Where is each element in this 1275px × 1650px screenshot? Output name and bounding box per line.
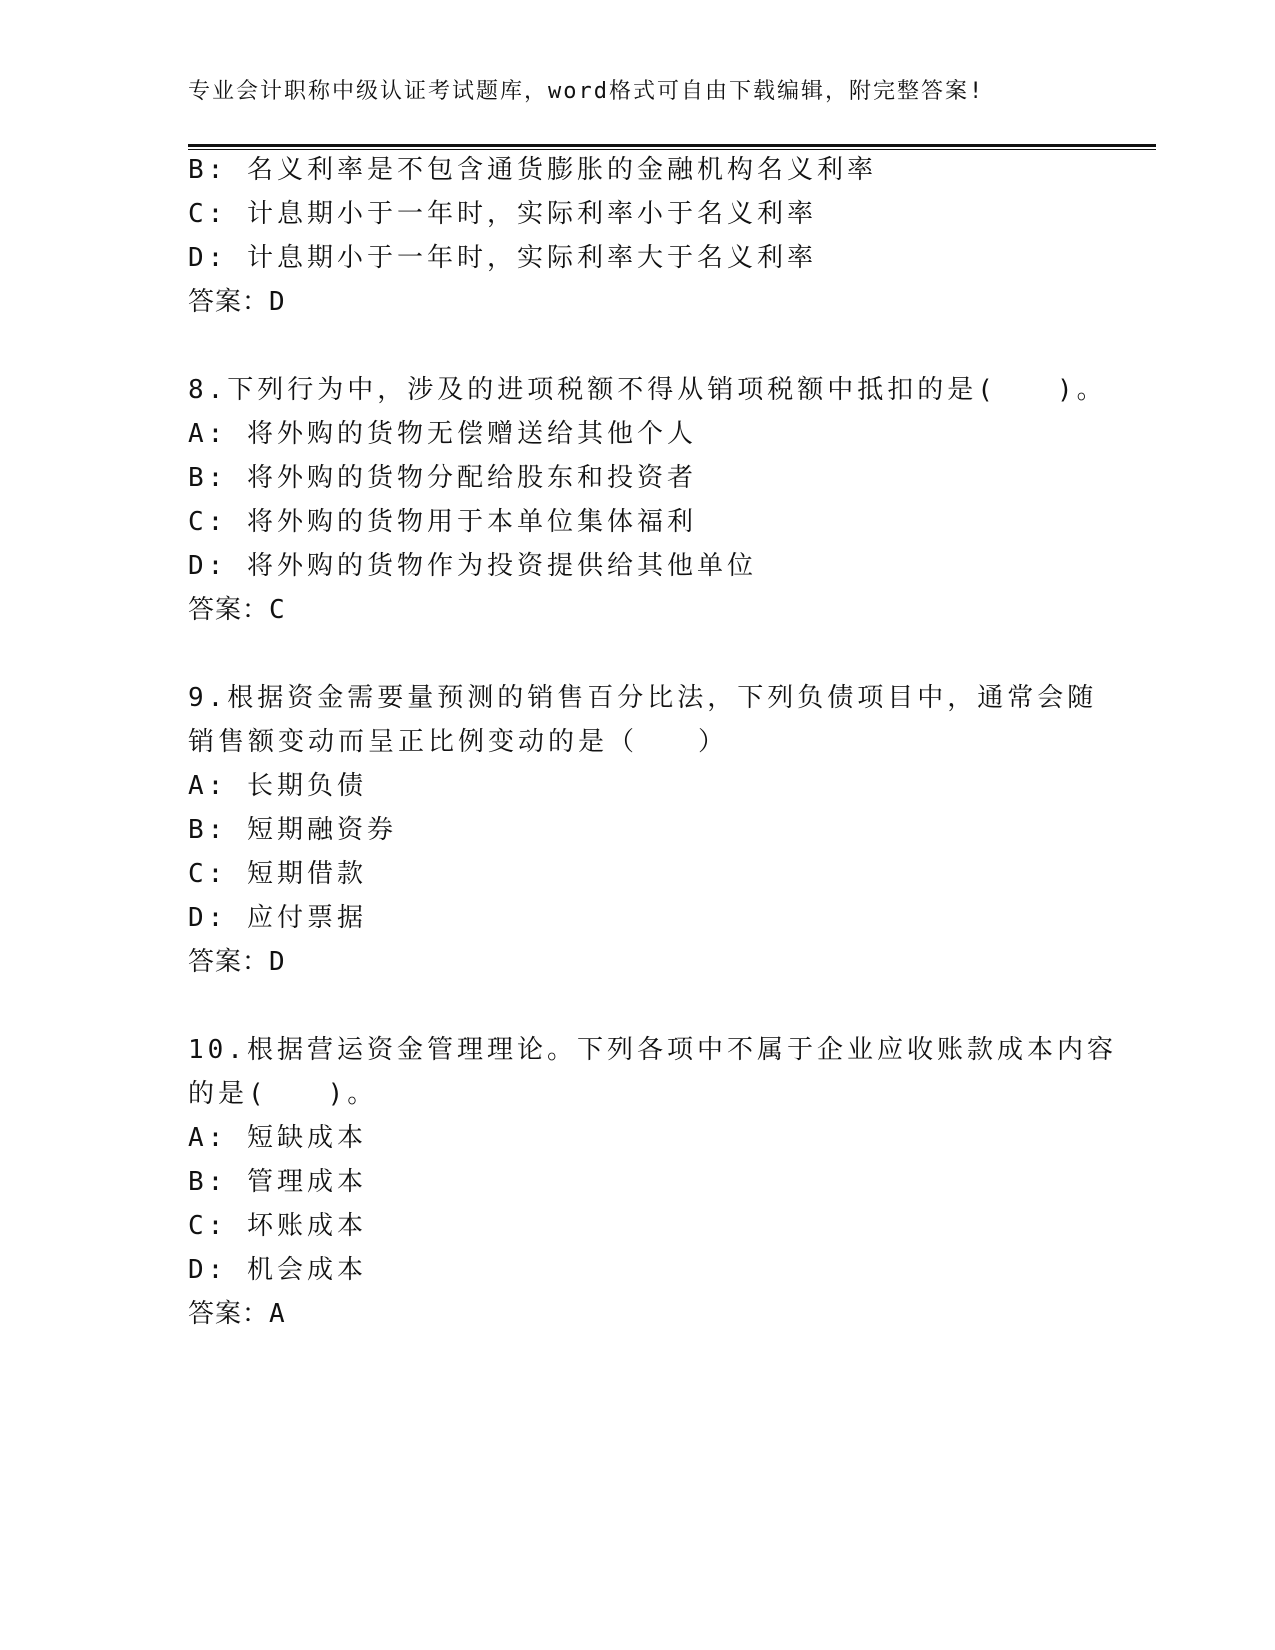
q10-option-b: B: 管理成本 xyxy=(188,1167,367,1197)
q7-answer: 答案：D xyxy=(188,287,286,317)
q8-option-a: A: 将外购的货物无偿赠送给其他个人 xyxy=(188,419,697,449)
q10-stem-line2: 的是( )。 xyxy=(188,1079,378,1109)
header-rule-thick xyxy=(188,144,1156,147)
q8-option-b: B: 将外购的货物分配给股东和投资者 xyxy=(188,463,697,493)
q10-option-c: C: 坏账成本 xyxy=(188,1211,367,1241)
q8-answer: 答案：C xyxy=(188,595,286,625)
q9-option-d: D: 应付票据 xyxy=(188,903,367,933)
q7-option-d: D: 计息期小于一年时，实际利率大于名义利率 xyxy=(188,243,817,273)
q9-option-a: A: 长期负债 xyxy=(188,771,367,801)
q10-option-a: A: 短缺成本 xyxy=(188,1123,367,1153)
q10-answer: 答案：A xyxy=(188,1299,286,1329)
q8-option-d: D: 将外购的货物作为投资提供给其他单位 xyxy=(188,551,757,581)
header-title: 专业会计职称中级认证考试题库，word格式可自由下载编辑，附完整答案! xyxy=(188,79,985,104)
q7-option-c: C: 计息期小于一年时，实际利率小于名义利率 xyxy=(188,199,817,229)
q10-option-d: D: 机会成本 xyxy=(188,1255,367,1285)
q7-option-b: B: 名义利率是不包含通货膨胀的金融机构名义利率 xyxy=(188,155,877,185)
q9-option-b: B: 短期融资券 xyxy=(188,815,397,845)
q9-option-c: C: 短期借款 xyxy=(188,859,367,889)
q8-option-c: C: 将外购的货物用于本单位集体福利 xyxy=(188,507,697,537)
q10-stem-line1: 10.根据营运资金管理理论。下列各项中不属于企业应收账款成本内容 xyxy=(188,1035,1117,1065)
q9-answer: 答案：D xyxy=(188,947,286,977)
header-rule-thin xyxy=(188,149,1156,150)
q8-stem: 8.下列行为中，涉及的进项税额不得从销项税额中抵扣的是( )。 xyxy=(188,375,1107,405)
q9-stem-line1: 9.根据资金需要量预测的销售百分比法，下列负债项目中，通常会随 xyxy=(188,683,1098,713)
q9-stem-line2: 销售额变动而呈正比例变动的是（ ） xyxy=(188,727,729,757)
